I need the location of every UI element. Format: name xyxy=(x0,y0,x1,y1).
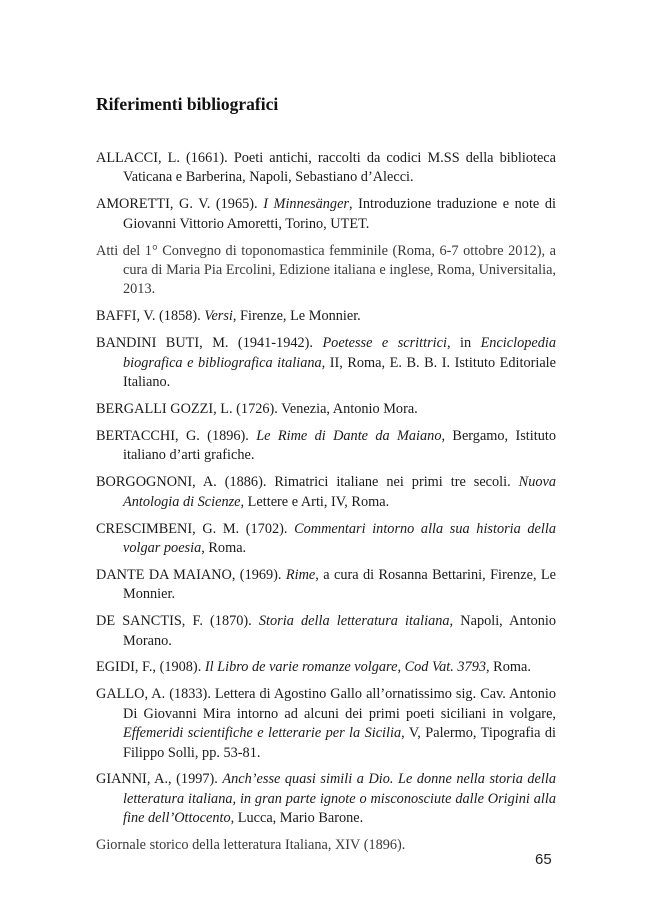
reference-title: Il Libro de varie romanze volgare, Cod Vat. 3793 xyxy=(204,659,487,676)
reference-text: BANDINI BUTI, M. (1941-1942). xyxy=(96,335,323,352)
reference-text: BERGALLI GOZZI, L. (1726). Venezia, Antonio Mora. xyxy=(96,400,418,417)
reference-title: Poetesse e scrittrici xyxy=(322,335,447,352)
reference-title: Le Rime di Dante da Maiano xyxy=(256,427,442,444)
reference-title: Enciclopedia biografica e bibliografica italiana xyxy=(123,335,556,371)
reference-entry xyxy=(96,334,556,392)
reference-text: AMORETTI, G. V. (1965). xyxy=(96,196,264,213)
reference-text: CRESCIMBENI, G. M. (1702). xyxy=(96,520,295,537)
reference-text: , Bergamo, Istituto italiano d’arti grafiche. xyxy=(123,427,556,464)
reference-text: , in xyxy=(446,335,481,352)
reference-text: DANTE DA MAIANO, (1969). xyxy=(96,566,286,583)
reference-entry xyxy=(96,612,556,651)
reference-entry xyxy=(96,427,556,466)
reference-text: , a cura di Rosanna Bettarini, Firenze, Le Monnier. xyxy=(123,566,556,603)
reference-entry xyxy=(96,566,556,605)
reference-title: Rime xyxy=(285,566,316,583)
reference-text: , Lucca, Mario Barone. xyxy=(230,810,364,827)
reference-text: Atti del 1° Convegno di toponomastica femminile (Roma, 6-7 ottobre 2012), a cura di Maria Pia Ercolini, Edizione italiana e inglese, Roma, Universitalia, 2013. xyxy=(96,242,556,298)
reference-text: ALLACCI, L. (1661). Poeti antichi, raccolti da codici M.SS della biblioteca Vaticana e Barberina, Napoli, Sebastiano d’Alecci. xyxy=(96,150,556,186)
reference-text: BERTACCHI, G. (1896). xyxy=(96,427,257,444)
reference-entry xyxy=(96,520,556,559)
reference-text: DE SANCTIS, F. (1870). xyxy=(96,613,259,630)
reference-title: Storia della letteratura italiana xyxy=(258,613,450,630)
reference-text: GALLO, A. (1833). Lettera di Agostino Gallo all’ornatissimo sig. Cav. Antonio Di Giovanni Mira intorno ad alcuni dei primi poeti siciliani in volgare, xyxy=(96,686,556,722)
reference-title: Nuova Antologia di Scienze xyxy=(123,474,556,510)
reference-entry xyxy=(96,242,556,300)
reference-title: Effemeridi scientifiche e letterarie per la Sicilia xyxy=(123,725,402,742)
reference-text: BAFFI, V. (1858). xyxy=(96,308,205,325)
reference-text: , Napoli, Antonio Morano. xyxy=(123,613,556,649)
reference-text: , V, Palermo, Tipografia di Filippo Solli, pp. 53-81. xyxy=(123,725,556,761)
page-number: 65 xyxy=(535,851,552,868)
reference-text: , Introduzione traduzione e note di Giovanni Vittorio Amoretti, Torino, UTET. xyxy=(123,196,556,232)
bibliography-list xyxy=(96,149,556,863)
reference-text: , Firenze, Le Monnier. xyxy=(232,308,361,325)
reference-entry xyxy=(96,400,556,419)
reference-text: , II, Roma, E. B. B. I. Istituto Editoriale Italiano. xyxy=(123,354,556,391)
reference-entry xyxy=(96,195,556,234)
reference-title: Anch’esse quasi simili a Dio. Le donne nella storia della letteratura italiana, in gran parte ignote o misconosciute dalle Origini alla fine dell’Ottocento xyxy=(123,771,556,827)
reference-entry xyxy=(96,307,556,326)
reference-title: I Minnesänger xyxy=(263,196,349,213)
reference-entry xyxy=(96,770,556,828)
reference-text: Giornale storico della letteratura Italiana, XIV (1896). xyxy=(96,837,406,854)
reference-entry xyxy=(96,685,556,763)
reference-entry xyxy=(96,149,556,188)
reference-entry xyxy=(96,658,556,677)
reference-entry xyxy=(96,473,556,512)
reference-title: Versi xyxy=(204,308,233,325)
reference-entry xyxy=(96,836,556,855)
reference-title: Commentari intorno alla sua historia della volgar poesia xyxy=(123,520,556,556)
reference-text: BORGOGNONI, A. (1886). Rimatrici italiane nei primi tre secoli. xyxy=(96,474,519,491)
reference-text: , Roma. xyxy=(486,659,531,676)
reference-text: , Lettere e Arti, IV, Roma. xyxy=(240,493,390,510)
section-heading: Riferimenti bibliografici xyxy=(96,94,279,114)
reference-text: , Roma. xyxy=(201,539,247,556)
reference-text: EGIDI, F., (1908). xyxy=(96,659,205,676)
reference-text: GIANNI, A., (1997). xyxy=(96,771,223,788)
